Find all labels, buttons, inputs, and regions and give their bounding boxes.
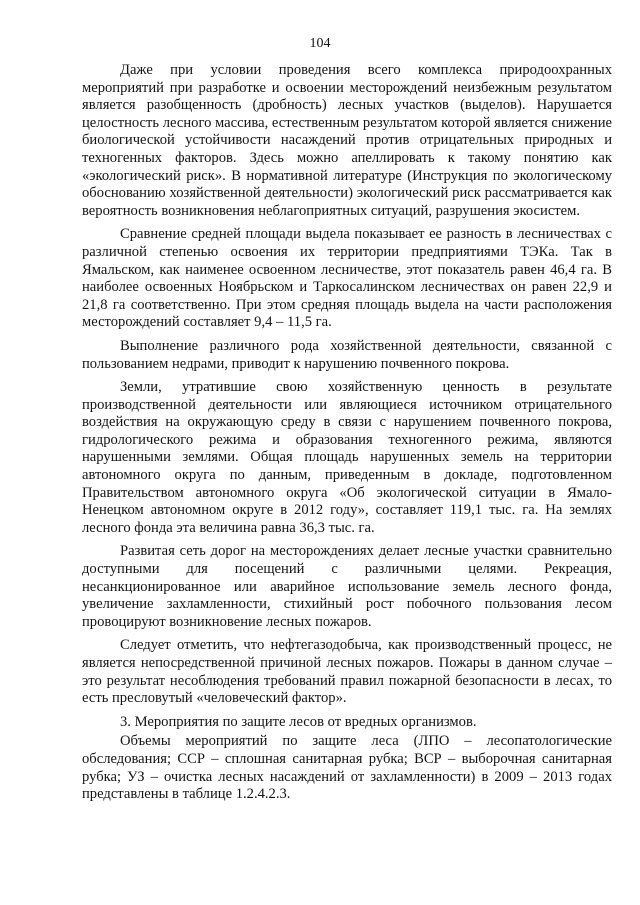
page-body — [82, 62, 612, 810]
paragraph-ecological-risk: Даже при условии проведения всего комплекса природоохранных мероприятий при разработке и освоении месторождений неизбежным результатом является разобщенность (дробность) лесных участков (выделов). Нарушается целостность лесного массива, естественным результатом которой является снижение биологической устойчивости насаждений против отрицательных природных и техногенных факторов. Здесь можно апеллировать к такому понятию как «экологический риск». В нормативной литературе (Инструкция по экологическому обоснованию хозяйственной деятельности) экологический риск рассматривается как вероятность возникновения неблагоприятных ситуаций, разрушения экосистем. — [82, 62, 612, 219]
paragraph-human-factor: Следует отметить, что нефтегазодобыча, как производственный процесс, не является непосредственной причиной лесных пожаров. Пожары в данном случае – это результат несоблюдения требований правил пожарной безопасности в лесах, то есть пресловутый «человеческий фактор». — [82, 637, 612, 707]
paragraph-subsoil-use: Выполнение различного рода хозяйственной деятельности, связанной с пользованием недрами, приводит к нарушению почвенного покрова. — [82, 337, 612, 372]
paragraph-average-plot-area: Сравнение средней площади выдела показывает ее разность в лесничествах с различной степенью освоения их территории предприятиями ТЭКа. Так в Ямальском, как наименее освоенном лесничестве, этот показатель равен 46,4 га. В наиболее освоенных Ноябрьском и Таркосалинском лесничествах он равен 22,9 и 21,8 га соответственно. При этом средняя площадь выдела на части расположения месторождений составляет 9,4 – 11,5 га. — [82, 226, 612, 331]
section-heading-forest-protection: 3. Мероприятия по защите лесов от вредных организмов. — [120, 713, 477, 730]
paragraph-disturbed-lands: Земли, утратившие свою хозяйственную ценность в результате производственной деятельности или являющиеся источником отрицательного воздействия на окружающую среду в связи с нарушением почвенного покрова, гидрологического режима и образования техногенного режима, являются нарушенными землями. Общая площадь нарушенных земель на территории автономного округа по данным, приведенным в докладе, подготовленном Правительством автономного округа «Об экологической ситуации в Ямало-Ненецком автономном округе в 2012 году», составляет 119,1 тыс. га. На землях лесного фонда эта величина равна 36,3 тыс. га. — [82, 379, 612, 536]
paragraph-roads-and-fires: Развитая сеть дорог на месторождениях делает лесные участки сравнительно доступными для посещений с различными целями. Рекреация, несанкционированное или аварийное использование земель лесного фонда, увеличение захламленности, стихийный рост побочного пользования лесом провоцируют возникновение лесных пожаров. — [82, 543, 612, 630]
page-number: 104 — [309, 36, 331, 51]
paragraph-protection-measures: Объемы мероприятий по защите леса (ЛПО – лесопатологические обследования; ССР – сплошная санитарная рубка; ВСР – выборочная санитарная рубка; УЗ – очистка лесных насаждений от захламленности) в 2009 – 2013 годах представлены в таблице 1.2.4.2.3. — [82, 733, 612, 803]
